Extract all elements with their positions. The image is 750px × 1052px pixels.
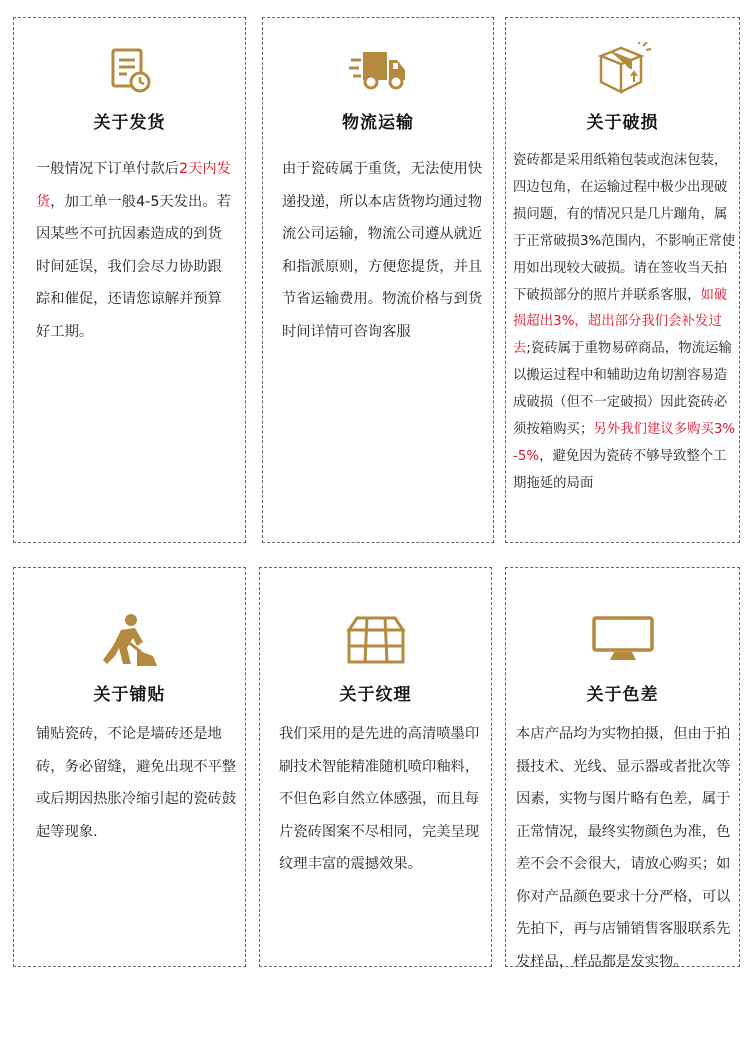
monitor-icon xyxy=(590,614,656,662)
body-text: 瓷砖都是采用纸箱包装或泡沫包装，四边包角，在运输过程中极少出现破损问题，有的情况只是几片蹦角，属于正常破损3%范围内，不影响正常使用如出现较大破损。请在签收当天拍下破损部分的照片并联系客服， xyxy=(513,153,736,303)
card-title: 关于铺贴 xyxy=(93,685,166,705)
card-title: 关于破损 xyxy=(586,113,659,133)
delivery-truck-icon xyxy=(349,48,407,92)
tile-grid-icon xyxy=(345,614,407,666)
card-body xyxy=(513,148,739,498)
document-clock-icon xyxy=(107,46,153,94)
body-text: 铺贴瓷砖，不论是墙砖还是地砖，务必留缝，避免出现不平整或后期因热胀冷缩引起的瓷砖鼓起等现象. xyxy=(36,726,237,840)
body-text: 我们采用的是先进的高清喷墨印刷技术智能精准随机喷印釉料，不但色彩自然立体感强，而且每片瓷砖图案不尽相同，完美呈现纹理丰富的震撼效果。 xyxy=(279,726,480,872)
body-text: 本店产品均为实物拍摄，但由于拍摄技术、光线、显示器或者批次等因素，实物与图片略有色差，属于正常情况，最终实物颜色为准，色差不会不会很大，请放心购买；如你对产品颜色要求十分严格，可以先拍下，再与店铺销售客服联系先发样品，样品都是发实物。 xyxy=(516,726,731,970)
card-title: 物流运输 xyxy=(342,113,414,133)
logistics-card xyxy=(262,17,494,543)
color-difference-card xyxy=(505,567,740,970)
card-title: 关于纹理 xyxy=(339,685,412,705)
card-body xyxy=(36,718,238,848)
card-body xyxy=(282,153,484,348)
worker-shovel-icon xyxy=(101,612,159,668)
shipping-card xyxy=(13,17,246,543)
body-text: 由于瓷砖属于重货，无法使用快递投递，所以本店货物均通过物流公司运输，物流公司遵从就近和指派原则，方便您提货，并且节省运输费用。物流价格与到货时间详情可咨询客服 xyxy=(282,161,483,340)
card-body xyxy=(516,718,734,978)
highlight-text: 如破损超出3%，超出部分我们会补发过去 xyxy=(513,287,728,357)
texture-card xyxy=(259,567,492,967)
card-body xyxy=(279,718,485,881)
installation-card xyxy=(13,567,246,967)
card-body xyxy=(36,153,236,348)
card-title: 关于发货 xyxy=(93,113,166,133)
highlight-text: 另外我们建议多购买3%-5% xyxy=(513,422,736,464)
damage-card xyxy=(505,17,740,543)
body-text: 一般情况下订单付款后 xyxy=(36,161,179,177)
highlight-text: 2天内发货 xyxy=(36,161,231,210)
body-text: ，加工单一般4-5天发出。若因某些不可抗因素造成的到货时间延误，我们会尽力协助跟踪和催促，还请您谅解并预算好工期。 xyxy=(36,193,231,340)
body-text: ;瓷砖属于重物易碎商品，物流运输以搬运过程中和辅助边角切割容易造成破损（但不一定破损）因此瓷砖必须按箱购买； xyxy=(513,341,732,438)
card-title: 关于色差 xyxy=(586,685,659,705)
body-text: ，避免因为瓷砖不够导致整个工期拖延的局面 xyxy=(513,448,727,491)
broken-box-icon xyxy=(593,42,653,96)
